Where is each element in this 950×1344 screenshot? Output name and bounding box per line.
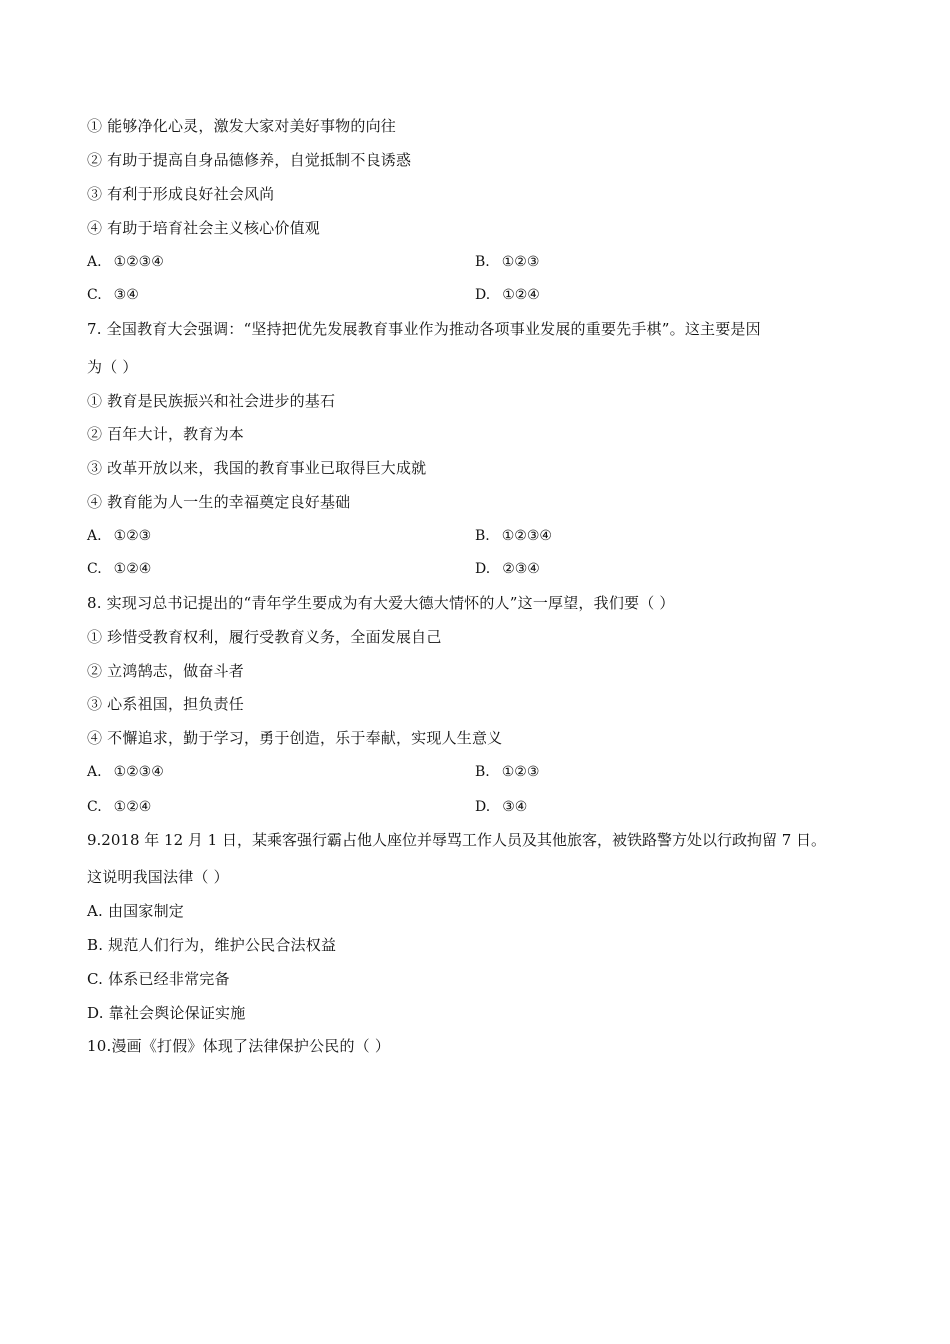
option-text: ②③④	[502, 561, 540, 577]
option-text: ①②③	[501, 764, 540, 780]
option-key: B.	[475, 764, 490, 780]
q7-option-b	[475, 526, 552, 546]
q6-item-2: ② 有助于提高自身品德修养，自觉抵制不良诱惑	[87, 151, 412, 169]
option-key: D.	[475, 287, 491, 303]
option-key: B.	[475, 528, 490, 544]
option-key: B.	[475, 254, 490, 270]
q7-stem-line-1: 7. 全国教育大会强调：“坚持把优先发展教育事业作为推动各项事业发展的重要先手棋”。这主要是因	[87, 320, 761, 338]
q6-option-d	[475, 285, 540, 305]
q7-option-a	[87, 526, 151, 546]
q8-option-d	[475, 797, 527, 817]
option-key: A.	[87, 254, 102, 270]
q8-item-3: ③ 心系祖国，担负责任	[87, 695, 244, 713]
q6-option-a	[87, 252, 164, 272]
q6-item-1: ① 能够净化心灵，激发大家对美好事物的向往	[87, 117, 396, 135]
q6-option-c	[87, 285, 139, 305]
option-key: C.	[87, 287, 102, 303]
option-key: D.	[475, 561, 491, 577]
q7-option-c	[87, 559, 151, 579]
option-key: C.	[87, 799, 102, 815]
q9-stem-line-1: 9.2018 年 12 月 1 日，某乘客强行霸占他人座位并辱骂工作人员及其他旅客，被铁路警方处以行政拘留 7 日。	[87, 831, 827, 849]
q8-item-4: ④ 不懈追求，勤于学习，勇于创造，乐于奉献，实现人生意义	[87, 729, 503, 747]
q7-item-3: ③ 改革开放以来，我国的教育事业已取得巨大成就	[87, 459, 427, 477]
q9-option-b: B. 规范人们行为，维护公民合法权益	[87, 936, 337, 954]
q8-item-2: ② 立鸿鹄志，做奋斗者	[87, 662, 244, 680]
q8-option-b	[475, 762, 539, 782]
q9-option-c: C. 体系已经非常完备	[87, 970, 230, 988]
q6-item-4: ④ 有助于培育社会主义核心价值观	[87, 219, 320, 237]
q6-item-3: ③ 有利于形成良好社会风尚	[87, 185, 275, 203]
option-text: ③④	[113, 287, 139, 303]
q7-option-d	[475, 559, 540, 579]
option-text: ①②④	[113, 799, 152, 815]
q9-option-d: D. 靠社会舆论保证实施	[87, 1004, 246, 1022]
option-key: A.	[87, 764, 102, 780]
option-key: D.	[475, 799, 491, 815]
q9-stem-line-2: 这说明我国法律（ ）	[87, 868, 229, 886]
option-text: ①②④	[113, 561, 152, 577]
option-text: ①②③④	[113, 764, 164, 780]
q7-item-1: ① 教育是民族振兴和社会进步的基石	[87, 392, 336, 410]
option-key: A.	[87, 528, 102, 544]
option-text: ①②③	[113, 528, 152, 544]
q8-stem: 8. 实现习总书记提出的“青年学生要成为有大爱大德大情怀的人”这一厚望，我们要（ ）	[87, 594, 675, 612]
q8-option-c	[87, 797, 151, 817]
q9-option-a: A. 由国家制定	[87, 902, 184, 920]
option-key: C.	[87, 561, 102, 577]
option-text: ①②③	[501, 254, 540, 270]
option-text: ③④	[502, 799, 528, 815]
option-text: ①②③④	[113, 254, 164, 270]
q7-stem-line-2: 为（ ）	[87, 358, 138, 376]
q6-option-b	[475, 252, 539, 272]
option-text: ①②④	[502, 287, 540, 303]
q7-item-4: ④ 教育能为人一生的幸福奠定良好基础	[87, 493, 351, 511]
q8-item-1: ① 珍惜受教育权利，履行受教育义务，全面发展自己	[87, 628, 442, 646]
q10-stem: 10.漫画《打假》体现了法律保护公民的（ ）	[87, 1037, 391, 1055]
option-text: ①②③④	[501, 528, 552, 544]
q7-item-2: ② 百年大计，教育为本	[87, 425, 244, 443]
q8-option-a	[87, 762, 164, 782]
